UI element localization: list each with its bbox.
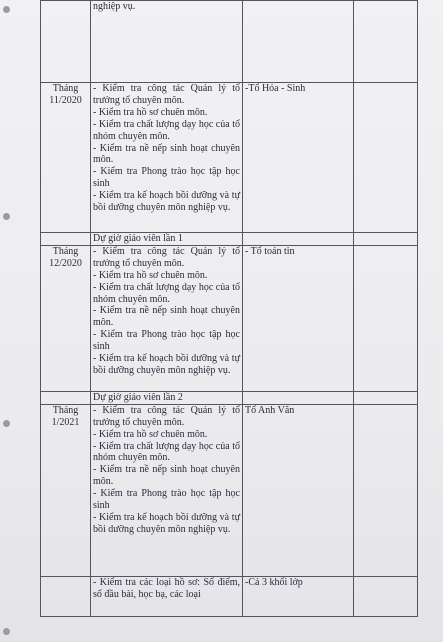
binding-hole xyxy=(3,628,10,635)
content-cell xyxy=(91,83,243,233)
table-row xyxy=(41,245,418,391)
month-cell xyxy=(41,576,91,616)
content-item: - Kiểm tra công tác Quản lý tổ trưởng tổ chuyên môn. xyxy=(93,245,240,269)
content-item: - Kiểm tra Phong trào học tập học sinh xyxy=(93,329,240,353)
note-cell xyxy=(354,391,418,404)
content-cell xyxy=(91,391,243,404)
unit-cell xyxy=(243,1,354,83)
month-cell xyxy=(41,391,91,404)
binding-hole xyxy=(3,420,10,427)
table-row xyxy=(41,576,418,616)
inspection-plan-table xyxy=(40,0,418,617)
note-cell xyxy=(354,404,418,576)
unit-cell xyxy=(243,233,354,246)
note-cell xyxy=(354,233,418,246)
month-cell xyxy=(41,1,91,83)
content-item: - Kiểm tra công tác Quản lý tổ trưởng tổ chuyên môn. xyxy=(93,83,240,106)
content-item: - Kiểm tra kế hoạch bồi dưỡng và tự bồi dưỡng chuyên môn nghiệp vụ. xyxy=(93,511,240,535)
table-row xyxy=(41,233,418,246)
content-item: - Kiểm tra công tác Quản lý tổ trưởng tổ chuyên môn. xyxy=(93,404,240,428)
content-item: - Kiểm tra nề nếp sinh hoạt chuyên môn. xyxy=(93,142,240,166)
month-cell xyxy=(41,233,91,246)
table-row xyxy=(41,391,418,404)
note-cell xyxy=(354,1,418,83)
note-cell xyxy=(354,83,418,233)
content-cell xyxy=(91,245,243,391)
unit-cell: Tổ Anh Văn xyxy=(243,404,354,576)
content-item: Dự giờ giáo viên lần 1 xyxy=(93,233,183,244)
content-item: - Kiểm tra chất lượng dạy học của tổ nhóm chuyên môn. xyxy=(93,281,240,305)
content-item: - Kiểm tra nề nếp sinh hoạt chuyên môn. xyxy=(93,305,240,329)
content-cell xyxy=(91,1,243,83)
unit-cell: - Tổ toán tin xyxy=(243,245,354,391)
table-row xyxy=(41,1,418,83)
note-cell xyxy=(354,576,418,616)
content-item: - Kiểm tra Phong trào học tập học sinh xyxy=(93,166,240,190)
content-item: - Kiểm tra Phong trào học tập học sinh xyxy=(93,488,240,512)
unit-cell xyxy=(243,391,354,404)
note-cell xyxy=(354,245,418,391)
binding-hole xyxy=(3,213,10,220)
content-item: - Kiểm tra hồ sơ chuên môn. xyxy=(93,428,208,440)
content-item: - Kiểm tra hồ sơ chuên môn. xyxy=(93,106,208,118)
unit-cell: -Cả 3 khối lớp xyxy=(243,576,354,616)
table-row xyxy=(41,404,418,576)
month-cell: Tháng 11/2020 xyxy=(41,83,91,233)
binding-hole xyxy=(3,6,10,13)
content-cell xyxy=(91,233,243,246)
content-item: - Kiểm tra hồ sơ chuên môn. xyxy=(93,269,208,281)
content-item: - Kiểm tra nề nếp sinh hoạt chuyên môn. xyxy=(93,464,240,488)
content-item: - Kiểm tra chất lượng dạy học của tổ nhóm chuyên môn. xyxy=(93,440,240,464)
month-cell: Tháng 1/2021 xyxy=(41,404,91,576)
content-item: - Kiểm tra chất lượng dạy học của tổ nhóm chuyên môn. xyxy=(93,118,240,142)
month-cell: Tháng 12/2020 xyxy=(41,245,91,391)
unit-cell: -Tổ Hóa - Sinh xyxy=(243,83,354,233)
content-item: - Kiểm tra kế hoạch bồi dưỡng và tự bồi dưỡng chuyên môn nghiệp vụ. xyxy=(93,353,240,376)
content-cell xyxy=(91,576,243,616)
table-row xyxy=(41,83,418,233)
content-item: - Kiểm tra các loại hồ sơ: Sổ điểm, sổ đầu bài, học bạ, các loại xyxy=(93,576,240,600)
content-cell xyxy=(91,404,243,576)
content-item: Dự giờ giáo viên lần 2 xyxy=(93,391,183,403)
content-item: nghiệp vụ. xyxy=(93,1,136,12)
content-item: - Kiểm tra kế hoạch bồi dưỡng và tự bồi dưỡng chuyên môn nghiệp vụ. xyxy=(93,190,240,214)
